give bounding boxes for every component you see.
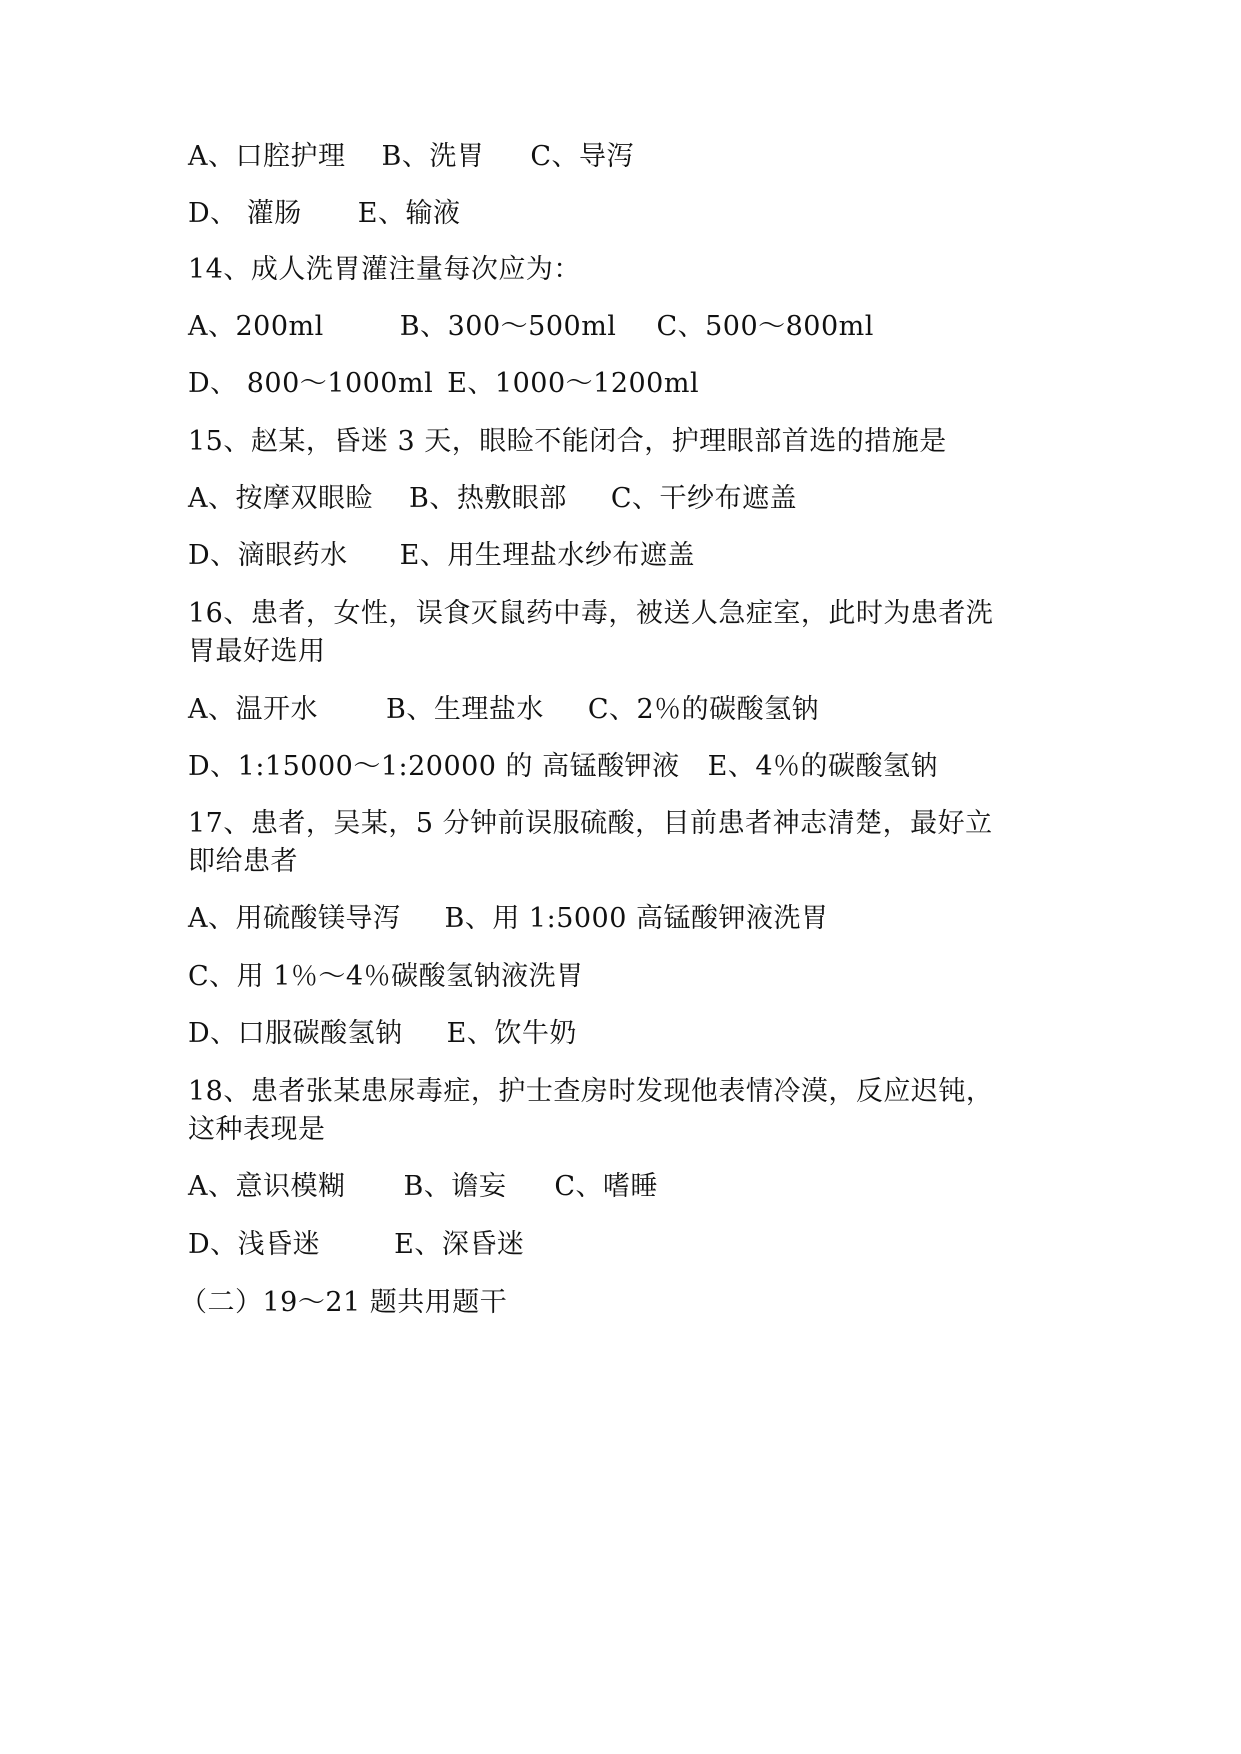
q17-option-d: D、口服碳酸氢钠	[188, 1018, 403, 1049]
q17-stem-line-2: 即给患者	[188, 846, 298, 877]
q14-options-row-1	[188, 307, 874, 347]
q16-option-a: A、温开水	[188, 694, 318, 725]
q13-option-c: C、导泻	[530, 141, 635, 172]
q15-options-row-1	[188, 479, 797, 519]
q15-option-e: E、用生理盐水纱布遮盖	[399, 540, 695, 571]
q18-option-e: E、深昏迷	[394, 1229, 525, 1260]
q17-option-b: B、用 1:5000 高锰酸钾液洗胃	[444, 903, 829, 934]
q16-option-b: B、生理盐水	[386, 694, 544, 725]
q17-option-e: E、饮牛奶	[446, 1018, 577, 1049]
q14-option-b: B、300～500ml	[399, 311, 617, 342]
q16-stem-line-1: 16、患者，女性，误食灭鼠药中毒，被送人急症室，此时为患者洗	[188, 598, 994, 629]
q18-options-row-1	[188, 1167, 658, 1207]
q17-option-c: C、用 1％～4％碳酸氢钠液洗胃	[188, 961, 584, 992]
q15-option-d: D、滴眼药水	[188, 540, 348, 571]
q18-options-row-2	[188, 1225, 524, 1265]
q16-stem-line-2: 胃最好选用	[188, 636, 326, 667]
q17-options-row-2	[188, 957, 584, 997]
q14-option-e: E、1000～1200ml	[447, 368, 700, 399]
q14-option-c: C、500～800ml	[656, 311, 874, 342]
q15-stem: 15、赵某，昏迷 3 天，眼睑不能闭合，护理眼部首选的措施是	[188, 426, 947, 457]
q16-options-row-1	[188, 690, 819, 730]
q15-option-a: A、按摩双眼睑	[188, 483, 373, 514]
q13-option-e: E、输液	[357, 198, 461, 229]
q14-option-d: D、 800～1000ml	[188, 368, 434, 399]
section-heading: （二）19～21 题共用题干	[180, 1287, 508, 1318]
q18-option-b: B、谵妄	[403, 1171, 507, 1202]
q17-stem-line-1: 17、患者，吴某，5 分钟前误服硫酸，目前患者神志清楚，最好立	[188, 808, 993, 839]
q18-option-a: A、意识模糊	[188, 1171, 346, 1202]
q15-option-b: B、热敷眼部	[409, 483, 567, 514]
q14-stem: 14、成人洗胃灌注量每次应为：	[188, 254, 581, 285]
q17-option-a: A、用硫酸镁导泻	[188, 903, 401, 934]
q18-stem-line-2: 这种表现是	[188, 1114, 326, 1145]
q16-option-c: C、2％的碳酸氢钠	[587, 694, 820, 725]
q16-option-e: E、4％的碳酸氢钠	[707, 751, 939, 782]
q13-options-row-2	[188, 194, 460, 234]
q15-options-row-2	[188, 536, 695, 576]
q13-option-b: B、洗胃	[381, 141, 485, 172]
q15-option-c: C、干纱布遮盖	[610, 483, 798, 514]
q13-options-row-1	[188, 137, 634, 177]
q14-options-row-2	[188, 364, 699, 404]
q17-options-row-3	[188, 1014, 577, 1054]
q17-options-row-1	[188, 899, 829, 939]
q13-option-d: D、 灌肠	[188, 198, 302, 229]
q18-stem-line-1: 18、患者张某患尿毒症，护士查房时发现他表情冷漠，反应迟钝，	[188, 1076, 994, 1107]
q16-options-row-2	[188, 747, 938, 787]
q13-option-a: A、口腔护理	[188, 141, 346, 172]
q14-option-a: A、200ml	[188, 311, 324, 342]
q16-option-d: D、1:15000～1:20000 的 高锰酸钾液	[188, 751, 680, 782]
q18-option-c: C、嗜睡	[554, 1171, 659, 1202]
q18-option-d: D、浅昏迷	[188, 1229, 321, 1260]
